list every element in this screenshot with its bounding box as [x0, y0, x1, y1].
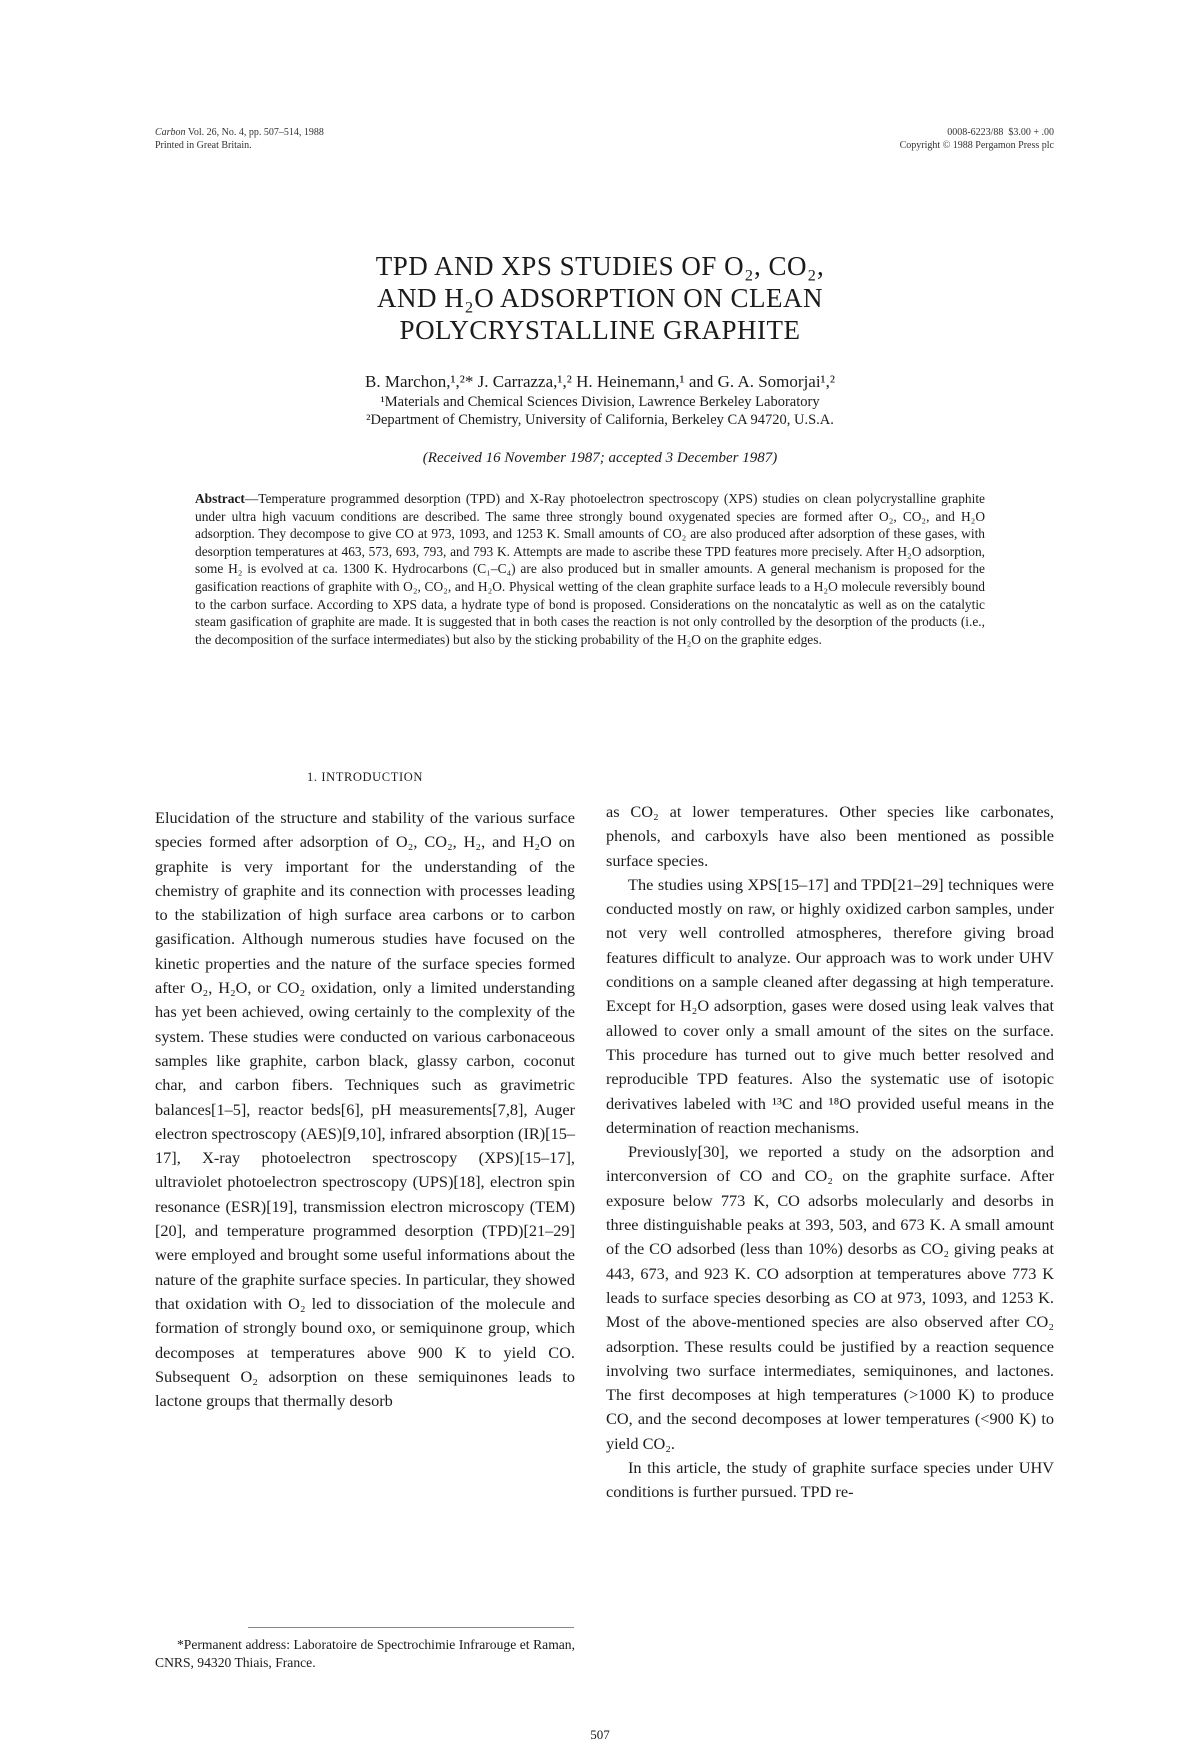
left-column	[155, 800, 575, 1413]
abstract	[195, 490, 985, 648]
affiliation: ²Department of Chemistry, University of California, Berkeley CA 94720, U.S.A.	[366, 412, 834, 428]
paragraph: In this article, the study of graphite surface species under UHV conditions is further pursued. TPD re-	[606, 1458, 1054, 1502]
received-dates: (Received 16 November 1987; accepted 3 December 1987)	[422, 450, 778, 466]
title-line: POLYCRYSTALLINE GRAPHITE	[399, 315, 801, 345]
section-heading: 1. INTRODUCTION	[307, 770, 423, 784]
paragraph: Elucidation of the structure and stability of the various surface species formed after adsorption of O₂, CO₂, H₂, and H₂O on graphite is very important for the understanding of the chemistry of graphite and its connection with processes leading to the stabilization of high surface area carbons or to carbon gasification. Although numerous studies have focused on the kinetic properties and the nature of the surface species formed after O₂, H₂O, or CO₂ oxidation, only a limited understanding has yet been achieved, owing certainly to the complexity of the system. These studies were conducted on various carbonaceous samples like graphite, carbon black, glassy carbon, coconut char, and carbon fibers. Techniques such as gravimetric balances[1–5], reactor beds[6], pH measurements[7,8], Auger electron spectroscopy (AES)[9,10], infrared absorption (IR)[15–17], X-ray photoelectron spectroscopy (XPS)[15–17], ultraviolet photoelectron spectroscopy (UPS)[18], electron spin resonance (ESR)[19], transmission electron microscopy (TEM)[20], and temperature programmed desorption (TPD)[21–29] were employed and brought some useful informations about the nature of the graphite surface species. In particular, they showed that oxidation with O₂ led to dissociation of the molecule and formation of strongly bound oxo, or semiquinone group, which decomposes at temperatures above 900 K to yield CO. Subsequent O₂ adsorption on these semiquinones leads to lactone groups that thermally desorb	[155, 808, 576, 1411]
right-column	[606, 800, 1054, 1505]
printed-in: Printed in Great Britain.	[155, 140, 252, 151]
footnote: *Permanent address: Laboratoire de Spectrochimie Infrarouge et Raman, CNRS, 94320 Thiais, France.	[155, 1637, 575, 1670]
page-number: 507	[590, 1727, 610, 1742]
journal-citation: Carbon Vol. 26, No. 4, pp. 507–514, 1988	[155, 127, 324, 138]
copyright-line: Copyright © 1988 Pergamon Press plc	[899, 140, 1054, 151]
paragraph: Previously[30], we reported a study on the adsorption and interconversion of CO and CO₂ on the graphite surface. After exposure below 773 K, CO adsorbs molecularly and desorbs in three distinguishable peaks at 393, 503, and 673 K. A small amount of the CO adsorbed (less than 10%) desorbs as CO₂ giving peaks at 443, 673, and 923 K. CO adsorption at temperatures above 773 K leads to surface species desorbing as CO at 973, 1093, and 1253 K. Most of the above-mentioned species are also observed after CO₂ adsorption. These results could be justified by a reaction sequence involving two surface intermediates, semiquinones, and lactones. The first decomposes at high temperatures (>1000 K) to produce CO, and the second decomposes at lower temperatures (<900 K) to yield CO₂.	[606, 1142, 1054, 1453]
affiliation: ¹Materials and Chemical Sciences Division, Lawrence Berkeley Laboratory	[380, 394, 820, 410]
abstract-text: —Temperature programmed desorption (TPD) and X-Ray photoelectron spectroscopy (XPS) studies on clean polycrystalline graphite under ultra high vacuum conditions are described. The same three strongly bound oxygenated species are formed after O₂, CO₂, and H₂O adsorption. They decompose to give CO at 973, 1093, and 1253 K. Small amounts of CO₂ are also produced after adsorption of these gases, with desorption temperatures at 463, 573, 693, 793, and 793 K. Attempts are made to ascribe these TPD features more precisely. After H₂O adsorption, some H₂ is evolved at ca. 1300 K. Hydrocarbons (C₁–C₄) are also produced but in smaller amounts. A general mechanism is proposed for the gasification reactions of graphite with O₂, CO₂, and H₂O. Physical wetting of the clean graphite surface leads to a H₂O molecule reversibly bound to the carbon surface. According to XPS data, a hydrate type of bond is proposed. Considerations on the noncatalytic as well as on the catalytic steam gasification of graphite are made. It is suggested that in both cases the reaction is not only controlled by the desorption of the products (i.e., the decomposition of the surface intermediates) but also by the sticking probability of the H₂O on the graphite edges.	[195, 491, 985, 647]
title-line: TPD AND XPS STUDIES OF O₂, CO₂,	[375, 251, 825, 281]
abstract-label: Abstract	[195, 491, 245, 506]
title-line: AND H₂O ADSORPTION ON CLEAN	[377, 283, 823, 313]
paragraph: as CO₂ at lower temperatures. Other species like carbonates, phenols, and carboxyls have also been mentioned as possible surface species.	[606, 802, 1054, 870]
issn-price: 0008-6223/88 $3.00 + .00	[947, 127, 1054, 138]
paper-title	[0, 250, 1200, 346]
footnote-rule	[248, 1627, 574, 1628]
author-list: B. Marchon,¹,²* J. Carrazza,¹,² H. Heinemann,¹ and G. A. Somorjai¹,²	[364, 372, 835, 391]
paragraph: The studies using XPS[15–17] and TPD[21–29] techniques were conducted mostly on raw, or highly oxidized carbon samples, under not very well controlled atmospheres, therefore giving broad features difficult to analyze. Our approach was to work under UHV conditions on a sample cleaned after degassing at high temperature. Except for H₂O adsorption, gases were dosed using leak valves that allowed to cover only a small amount of the sites on the surface. This procedure has turned out to give much better resolved and reproducible TPD features. Also the systematic use of isotopic derivatives labeled with ¹³C and ¹⁸O provided useful means in the determination of reaction mechanisms.	[606, 874, 1054, 1137]
